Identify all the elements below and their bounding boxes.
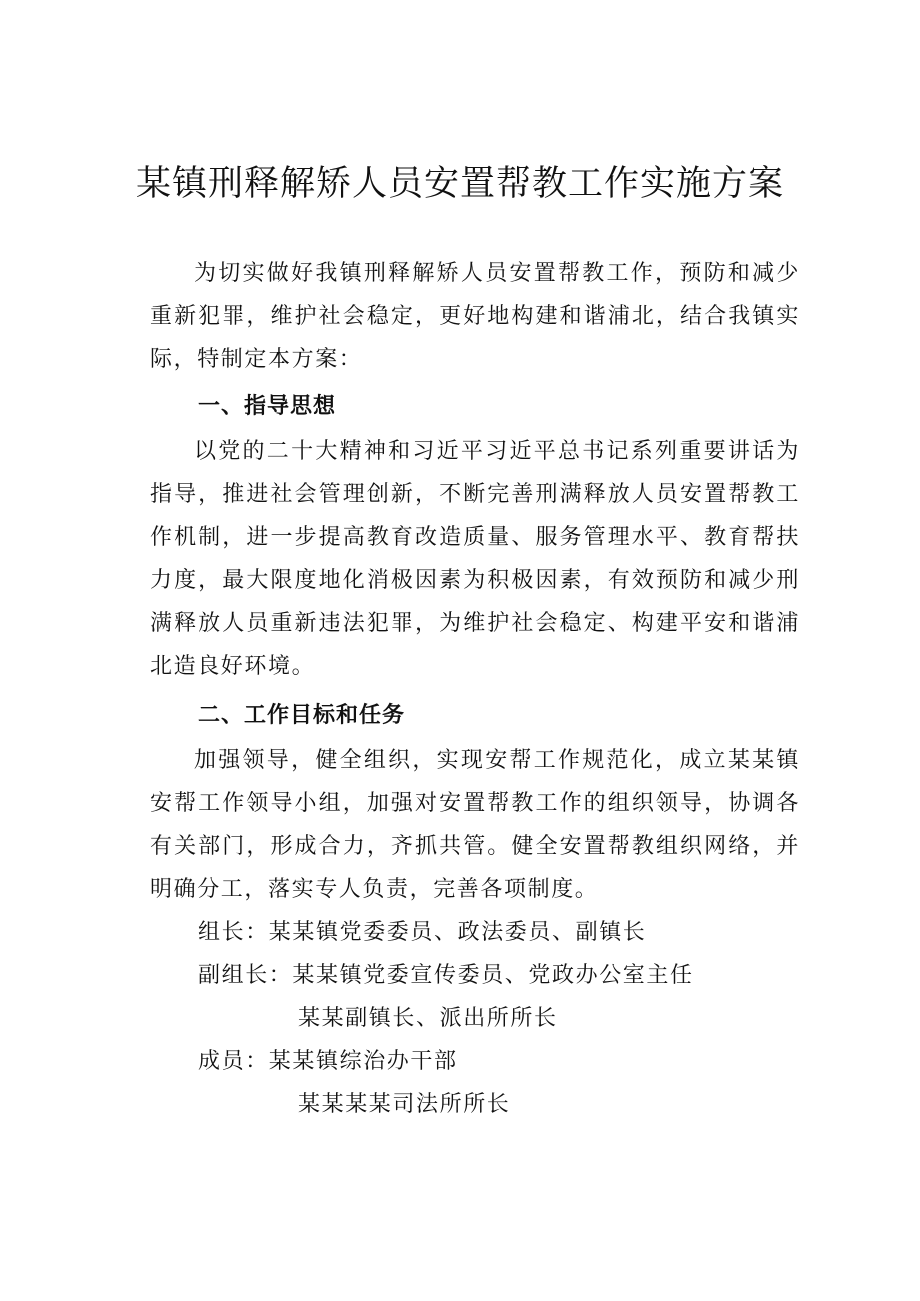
roster-deputy-leader: 副组长：某某镇党委宣传委员、党政办公室主任: [198, 963, 694, 988]
roster-members-continued: 某某某某司法所所长: [298, 1092, 511, 1117]
leadership-roster: [150, 911, 800, 1126]
section-paragraph: 加强领导，健全组织，实现安帮工作规范化，成立某某镇安帮工作领导小组，加强对安置帮教工作的组织领导，协调各有关部门，形成合力，齐抓共管。健全安置帮教组织网络，并明确分工，落实专人负责，完善各项制度。: [150, 748, 800, 902]
section-heading: 一、指导思想: [198, 394, 337, 419]
section-goals-and-tasks: [150, 692, 800, 911]
section-heading: 二、工作目标和任务: [198, 703, 406, 728]
roster-leader: 组长：某某镇党委委员、政法委员、副镇长: [198, 920, 647, 945]
roster-members: 成员：某某镇综治办干部: [198, 1049, 458, 1074]
section-guiding-ideology: [150, 383, 800, 688]
document-title: 某镇刑释解矫人员安置帮教工作实施方案: [135, 164, 784, 204]
document-body: [150, 252, 800, 1126]
intro-paragraph: 为切实做好我镇刑释解矫人员安置帮教工作，预防和减少重新犯罪，维护社会稳定，更好地构建和谐浦北，结合我镇实际，特制定本方案：: [150, 261, 800, 372]
roster-deputy-leader-continued: 某某副镇长、派出所所长: [298, 1006, 558, 1031]
section-paragraph: 以党的二十大精神和习近平习近平总书记系列重要讲话为指导，推进社会管理创新，不断完善刑满释放人员安置帮教工作机制，进一步提高教育改造质量、服务管理水平、教育帮扶力度，最大限度地化消极因素为积极因素，有效预防和减少刑满释放人员重新违法犯罪，为维护社会稳定、构建平安和谐浦北造良好环境。: [150, 439, 800, 679]
